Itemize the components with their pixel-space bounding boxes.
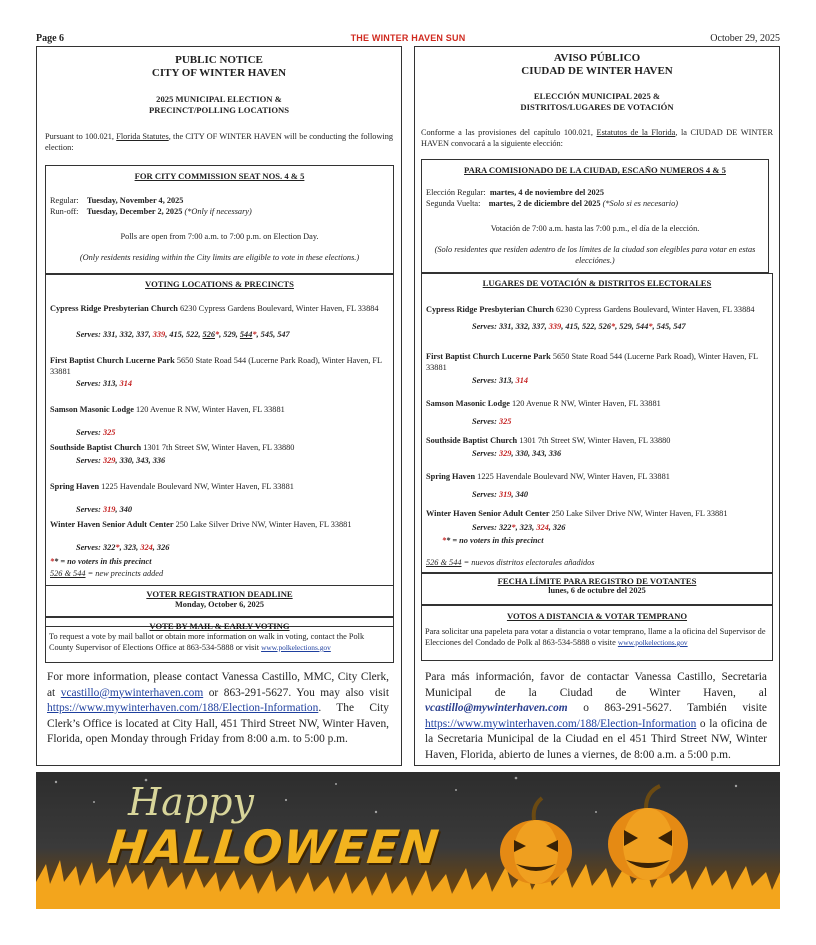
registration-box: FECHA LÍMITE PARA REGISTRO DE VOTANTES lunes, 6 de octubre del 2025 [421,573,773,605]
notice-title: PUBLIC NOTICE CITY OF WINTER HAVEN [151,54,287,79]
polk-elections-link[interactable]: www.polkelections.gov [261,643,331,652]
location-item: Samson Masonic Lodge 120 Avenue R NW, Winter Haven, FL 33881 [426,399,661,408]
precinct-list: Serves: 313, 314 [472,376,529,385]
halloween-banner [36,772,780,909]
english-notice [36,46,402,766]
paper-name: THE WINTER HAVEN SUN [350,33,466,43]
clerk-email-link[interactable]: vcastillo@mywinterhaven.com [425,702,568,714]
location-item: Samson Masonic Lodge 120 Avenue R NW, Winter Haven, FL 33881 [50,405,285,414]
location-item: Southside Baptist Church 1301 7th Street SW, Winter Haven, FL 33880 [50,443,295,452]
precinct-list: Serves: 331, 332, 337, 339, 415, 522, 526*, 529, 544*, 545, 547 [76,330,290,339]
registration-box: VOTER REGISTRATION DEADLINE Monday, October 6, 2025 [45,585,394,617]
location-item: First Baptist Church Lucerne Park 5650 State Road 544 (Lucerne Park Road), Winter Haven, FL 33881 [426,352,758,372]
location-item: Winter Haven Senior Adult Center 250 Lake Silver Drive NW, Winter Haven, FL 33881 [50,520,352,529]
registration-date: Monday, October 6, 2025 [174,600,265,609]
location-item: Spring Haven 1225 Havendale Boulevard NW, Winter Haven, FL 33881 [50,482,294,491]
locations-box [45,274,394,627]
precinct-list: Serves: 313, 314 [76,379,133,388]
location-item: First Baptist Church Lucerne Park 5650 State Road 544 (Lucerne Park Road), Winter Haven, FL 33881 [50,356,382,376]
location-item: Cypress Ridge Presbyterian Church 6230 Cypress Gardens Boulevard, Winter Haven, FL 33884 [426,305,755,314]
pumpkin-decoration [500,786,688,884]
election-info-link[interactable]: https://www.mywinterhaven.com/188/Election-Information [425,717,697,730]
more-info: Para más información, favor de contactar Vanessa Castillo, Secretaria Municipal de la Ciudad de Winter Haven, al vcastillo@mywinterhaven.com o 863-291-5627. También visite https://www.mywinterhaven.com/188/Election-Information o la oficina de la Secretaria Municipal de la Ciudad en el 451 Third Street NW, Winter Haven, Florida, abierto de lunes a viernes, de 8:00 a.m. a 5:00 p.m. [425,671,767,761]
polk-elections-link[interactable]: www.polkelections.gov [617,638,688,647]
new-precincts-note: 526 & 544 = nuevos distritos electorales añadidos [426,558,595,567]
precinct-list: Serves: 325 [472,417,512,426]
locations-heading: VOTING LOCATIONS & PRECINCTS [145,279,294,289]
no-voters-note: ** = no voters in this precinct [442,536,544,545]
intro-text: Pursuant to 100.021, Florida Statutes, the CITY OF WINTER HAVEN will be conducting the following election: [45,132,393,152]
seat-heading: FOR CITY COMMISSION SEAT NOS. 4 & 5 [134,171,305,181]
location-item: Southside Baptist Church 1301 7th Street SW, Winter Haven, FL 33880 [426,436,671,445]
precinct-list: Serves: 329, 330, 343, 336 [76,456,166,465]
notice-title: AVISO PÚBLICO CIUDAD DE WINTER HAVEN [521,52,673,77]
residents-note: (Only residents residing within the City limits are eligible to vote in these elections.) [79,253,360,262]
election-info-link[interactable]: https://www.mywinterhaven.com/188/Election-Information [47,702,319,714]
registration-date: lunes, 6 de octubre del 2025 [548,586,646,595]
statutes-link[interactable]: Florida Statutes [116,132,169,141]
happy-text: Happy [128,780,254,824]
precinct-list: Serves: 319, 340 [76,505,133,514]
precinct-list: Serves: 329, 330, 343, 336 [472,449,562,458]
notice-subtitle: ELECCIÓN MUNICIPAL 2025 & DISTRITOS/LUGARES DE VOTACIÓN [520,91,674,112]
no-voters-note: ** = no voters in this precinct [50,557,152,566]
new-precincts-note: 526 & 544 = new precincts added [50,569,164,578]
mail-text: To request a vote by mail ballot or obtain more information on walk in voting, contact the Polk County Supervisor of Elections Office at 863-534-5888 or visit www.polkelections.gov [49,632,365,652]
residents-note: (Solo residentes que residen adentro de los límites de la ciudad son elegibles para votar en estas elecciónes.) [434,245,756,265]
polls-hours: Votación de 7:00 a.m. hasta las 7:00 p.m., el día de la elección. [490,224,700,233]
spanish-notice [414,46,780,766]
locations-heading: LUGARES DE VOTACIÓN & DISTRITOS ELECTORALES [482,278,712,288]
intro-text: Conforme a las provisiones del capítulo 100.021, Estatutos de la Florida, la CIUDAD DE WINTER HAVEN convocará a la siguiente elección: [421,128,774,148]
location-item: Cypress Ridge Presbyterian Church 6230 Cypress Gardens Boulevard, Winter Haven, FL 33884 [50,304,379,313]
election-dates: Elección Regular: martes, 4 de noviembre del 2025 Segunda Vuelta: martes, 2 de diciembre del 2025 (*Solo si es necesario) [426,188,678,208]
clerk-email-link[interactable]: vcastillo@mywinterhaven.com [60,686,204,699]
more-info: For more information, please contact Vanessa Castillo, MMC, City Clerk, at vcastillo@mywinterhaven.com or 863-291-5627. You may also visit https://www.mywinterhaven.com/188/Election-Information. The City Clerk’s Office is located at City Hall, 451 Third Street NW, Winter Haven, Florida, open Monday through Friday from 8:00 a.m. to 5:00 p.m. [47,671,389,745]
masthead [36,33,780,45]
precinct-list: Serves: 319, 340 [472,490,529,499]
precinct-list: Serves: 331, 332, 337, 339, 415, 522, 526*, 529, 544*, 545, 547 [472,322,686,331]
locations-box [421,273,773,573]
location-item: Winter Haven Senior Adult Center 250 Lake Silver Drive NW, Winter Haven, FL 33881 [426,509,728,518]
precinct-list: Serves: 322*, 323, 324, 326 [76,543,170,552]
issue-date: October 29, 2025 [710,33,780,44]
statutes-link[interactable]: Estatutos de la Florida [596,128,676,137]
location-item: Spring Haven 1225 Havendale Boulevard NW, Winter Haven, FL 33881 [426,472,670,481]
precinct-list: Serves: 322*, 323, 324, 326 [472,523,566,532]
election-dates: Regular: Tuesday, November 4, 2025 Run-off: Tuesday, December 2, 2025 (*Only if necessary) [50,196,252,216]
mail-text: Para solicitar una papeleta para votar a distancia o votar temprano, llame a la oficina del Supervisor de Elecciones del Condado de Polk al 863-534-5888 o visite www.polkelections.gov [425,627,766,647]
notice-subtitle: 2025 MUNICIPAL ELECTION & PRECINCT/POLLING LOCATIONS [149,94,289,115]
mail-box: VOTE BY MAIL & EARLY VOTING To request a vote by mail ballot or obtain more information on walk in voting, contact the Polk County Supervisor of Elections Office at 863-534-5888 or visit www.polkelections.gov [45,617,394,663]
page-number: Page 6 [36,33,65,44]
seat-heading: PARA COMISIONADO DE LA CIUDAD, ESCAÑO NUMEROS 4 & 5 [464,165,726,175]
halloween-text: HALLOWEEN [105,820,443,874]
seat-box [45,165,394,274]
seat-box [421,159,769,273]
precinct-list: Serves: 325 [76,428,116,437]
mail-box: VOTOS A DISTANCIA & VOTAR TEMPRANO Para solicitar una papeleta para votar a distancia o votar temprano, llame a la oficina del Supervisor de Elecciones del Condado de Polk al 863-534-5888 o visite www.polkelections.gov [421,605,773,661]
polls-hours: Polls are open from 7:00 a.m. to 7:00 p.m. on Election Day. [120,232,319,241]
